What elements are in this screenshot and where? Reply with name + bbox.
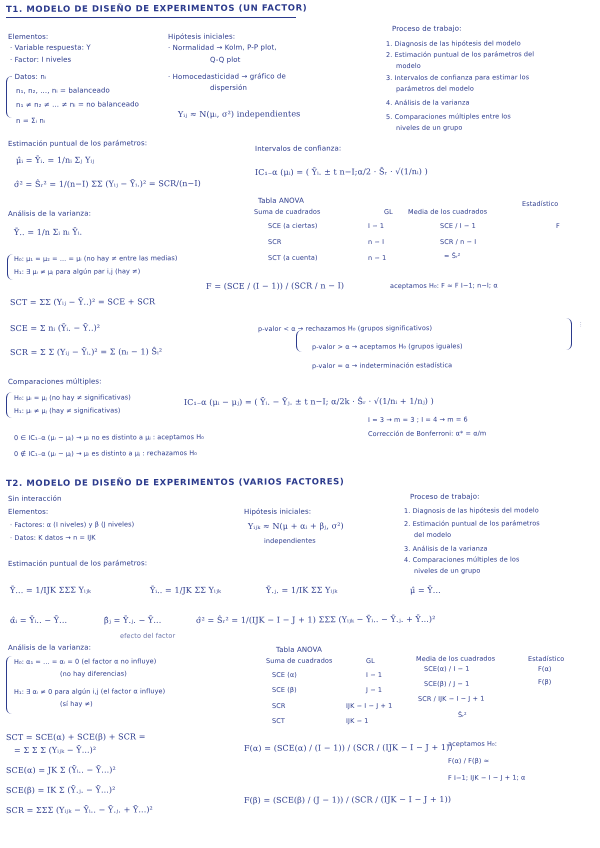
- t1-tabla-cell: SCR: [268, 237, 282, 246]
- t2-fb: F(β) = (SCE(β) / (J − 1)) / (SCR / (IJK − I − J + 1)): [244, 794, 452, 805]
- t1-pvalue: p-valor > α → aceptamos H₀ (grupos iguales): [312, 342, 463, 351]
- t2-alpha: α̂ᵢ = Ȳᵢ.. − Ȳ...: [10, 615, 68, 625]
- t2-tabla-cell: SCR: [272, 701, 286, 710]
- brace: [566, 318, 572, 350]
- t1-comp-h1: H₁: μᵢ ≠ μⱼ (hay ≠ significativas): [14, 406, 121, 415]
- t1-hip-line: Q-Q plot: [210, 55, 241, 64]
- t2-ybar: Ȳ... = 1/IJK ΣΣΣ Yᵢⱼₖ: [10, 585, 91, 595]
- t1-comp-out: 0 ∉ IC₁₋α (μᵢ − μⱼ) → μᵢ es distinto a μⱼ : rechazamos H₀: [14, 449, 198, 458]
- t1-sct: SCT = ΣΣ (Yᵢⱼ − Ȳ..)² = SCE + SCR: [10, 297, 156, 307]
- t2-proc-line: 2. Estimación puntual de los parámetros: [404, 519, 540, 528]
- t2-tabla-col: Suma de cuadrados: [266, 656, 333, 665]
- t2-proc-line: 3. Análisis de la varianza: [404, 544, 488, 553]
- t2-scr: SCR = ΣΣΣ (Yᵢⱼₖ − Ȳᵢ.. − Ȳ.ⱼ. + Ȳ...)²: [6, 805, 153, 815]
- t1-pvalue: p-valor = α → indeterminación estadística: [312, 361, 453, 370]
- t1-anova-head: Análisis de la varianza:: [8, 209, 92, 218]
- brace: [6, 392, 13, 418]
- t1-elem-line: · Variable respuesta: Y: [10, 43, 91, 52]
- t2-estimacion-head: Estimación puntual de los parámetros:: [8, 559, 148, 568]
- t1-elem-line: n₁ ≠ n₂ ≠ ... ≠ nᵢ = no balanceado: [16, 100, 140, 109]
- t1-pvalue: p-valor < α → rechazamos H₀ (grupos significativos): [258, 324, 433, 333]
- t1-tabla-cell: SCE (a ciertas): [268, 221, 318, 230]
- t2-tabla-cell: IJK − I − J + 1: [346, 701, 393, 710]
- t2-h0: H₀: α₁ = ... = αᵢ = 0 (el factor α no influye): [14, 657, 157, 666]
- t1-hip-line: · Homocedasticidad → gráfico de: [168, 72, 286, 81]
- t1-sce: SCE = Σ nᵢ (Ȳᵢ. − Ȳ..)²: [10, 323, 101, 333]
- t2-fa: F(α) = (SCE(α) / (I − 1)) / (SCR / (IJK − I − J + 1)): [244, 742, 453, 753]
- t2-tabla-cell: SCR / IJK − I − J + 1: [418, 694, 485, 703]
- t2-ind: independientes: [264, 536, 316, 545]
- t1-tabla-cell: I − 1: [368, 221, 385, 230]
- t2-tabla-col: GL: [366, 656, 375, 665]
- t2-tabla-cell: SCE (α): [272, 670, 297, 679]
- t2-yi: Ȳᵢ.. = 1/JK ΣΣ Yᵢⱼₖ: [150, 585, 222, 595]
- t2-acept: aceptamos H₀:: [448, 739, 498, 748]
- t2-sceb: SCE(β) = IK Σ (Ȳ.ⱼ. − Ȳ...)²: [6, 785, 116, 795]
- t1-elementos-head: Elementos:: [8, 32, 49, 41]
- t2-mu: μ̂ = Ȳ...: [410, 585, 441, 595]
- t1-proc-line: 3. Intervalos de confianza para estimar los: [386, 73, 530, 82]
- t1-model: Yᵢⱼ ≈ N(μᵢ, σ²) independientes: [178, 109, 301, 119]
- t2-fab: F(α) / F(β) ≈: [448, 756, 490, 765]
- t1-proc-line: 5. Comparaciones múltiples entre los: [386, 112, 511, 121]
- t2-tabla-cell: F(β): [538, 677, 552, 686]
- t2-proc-line: del modelo: [414, 530, 452, 539]
- t2-tabla-head: Tabla ANOVA: [276, 645, 322, 654]
- t2-tabla-cell: SCE(α) / I − 1: [424, 664, 470, 673]
- t1-comp-bonf: Corrección de Bonferroni: α* = α/m: [368, 429, 487, 438]
- t2-tabla-cell: I − 1: [366, 670, 383, 679]
- t2-h1b: (sí hay ≠): [60, 699, 93, 708]
- t1-tabla-col: GL: [384, 207, 393, 216]
- t2-anova-head: Análisis de la varianza:: [8, 643, 92, 652]
- t1-hip-line: · Normalidad → Kolm, P-P plot,: [168, 43, 277, 52]
- t2-tabla-cell: SCE(β) / J − 1: [424, 679, 470, 688]
- t1-ybar: Ȳ.. = 1/n Σᵢ nᵢ Ȳᵢ.: [14, 227, 83, 237]
- margin-scribble: ⋮: [578, 322, 584, 328]
- t1-tabla-cell: n − I: [368, 237, 385, 246]
- t1-proc-line: 4. Análisis de la varianza: [386, 98, 470, 107]
- brace: [6, 76, 13, 118]
- brace: [296, 330, 305, 352]
- t1-mu-estimate: μ̂ᵢ = Ȳᵢ. = 1/nᵢ Σⱼ Yᵢⱼ: [16, 155, 95, 165]
- t2-sct2: = Σ Σ Σ (Yᵢⱼₖ − Ȳ...)²: [14, 745, 97, 755]
- t1-tabla-cell: SCT (a cuenta): [268, 253, 318, 262]
- t1-proc-line: 2. Estimación puntual de los parámetros del: [386, 50, 535, 59]
- t2-elem-line: · Datos: K datos → n = IJK: [10, 533, 96, 542]
- t2-tabla-cell: SCT: [272, 716, 285, 725]
- t1-h1: H₁: ∃ μᵢ ≠ μⱼ para algún par i,j (hay ≠): [14, 267, 141, 276]
- t1-comp-head: Comparaciones múltiples:: [8, 377, 102, 386]
- t1-fnote: aceptamos H₀: F ≈ F I−1; n−I; α: [390, 281, 498, 290]
- t2-fdist: F I−1; IJK − I − J + 1; α: [448, 773, 526, 782]
- t2-tabla-cell: SCE (β): [272, 685, 297, 694]
- t1-elem-line: n₁, n₂, ..., nᵢ = balanceado: [16, 86, 110, 95]
- t1-comp-ex: I = 3 → m = 3 ; I = 4 → m = 6: [368, 415, 468, 424]
- t1-sigma-estimate: σ̂² = Ŝᵣ² = 1/(n−I) ΣΣ (Yᵢⱼ − Ȳᵢ.)² = SCR/(n−I): [14, 179, 201, 189]
- brace: [7, 254, 14, 280]
- t2-hipotesis-head: Hipótesis iniciales:: [244, 507, 312, 516]
- t1-elem-line: · Factor: I niveles: [10, 55, 72, 64]
- t2-tabla-cell: F(α): [538, 664, 552, 673]
- t1-tabla-cell: = Ŝᵣ²: [444, 251, 461, 260]
- t1-proceso-head: Proceso de trabajo:: [392, 24, 462, 33]
- t1-hipotesis-head: Hipótesis iniciales:: [168, 32, 236, 41]
- t1-proc-line: 1. Diagnosis de las hipótesis del modelo: [386, 39, 521, 48]
- t2-elem-line: · Factores: α (I niveles) y β (J niveles): [10, 520, 135, 529]
- t1-tabla-col: Media de los cuadrados: [408, 207, 488, 216]
- t1-estimacion-head: Estimación puntual de los parámetros:: [8, 139, 148, 148]
- t1-comp-in: 0 ∈ IC₁₋α (μᵢ − μⱼ) → μᵢ no es distinto a μⱼ : aceptamos H₀: [14, 433, 204, 442]
- t1-comp-h0: H₀: μᵢ = μⱼ (no hay ≠ significativas): [14, 393, 131, 402]
- t2-sigma: σ̂² = Ŝᵣ² = 1/(IJK − I − J + 1) ΣΣΣ (Yᵢⱼₖ − Ȳᵢ.. − Ȳ.ⱼ. + Ȳ...)²: [196, 614, 436, 625]
- t2-proc-line: niveles de un grupo: [414, 566, 481, 575]
- t1-elem-line: · Datos: nᵢ: [10, 72, 47, 81]
- t1-tabla-col: Suma de cuadrados: [254, 207, 321, 216]
- t2-yj: Ȳ.ⱼ. = 1/IK ΣΣ Yᵢⱼₖ: [266, 585, 338, 595]
- t1-tabla-cell: SCE / I − 1: [440, 221, 476, 230]
- t1-fstat: F = (SCE / (I − 1)) / (SCR / n − I): [206, 281, 345, 291]
- t2-tabla-cell: J − 1: [366, 685, 383, 694]
- t2-proc-line: 4. Comparaciones múltiples de los: [404, 555, 520, 564]
- t1-proc-line: modelo: [396, 61, 421, 70]
- t2-h0b: (no hay diferencias): [60, 669, 127, 678]
- t1-ic-formula: IC₁₋α (μᵢ) = ( Ȳᵢ. ± t n−I;α/2 · Ŝᵣ · √(1/nᵢ) ): [255, 167, 428, 177]
- t2-tabla-cell: IJK − 1: [346, 716, 369, 725]
- title-underline: [6, 17, 296, 18]
- t2-tabla-col: Estadístico: [528, 654, 565, 663]
- t1-tabla-cell: n − 1: [368, 253, 387, 262]
- t1-proc-line: niveles de un grupo: [396, 123, 463, 132]
- t2-tabla-cell: Ŝᵣ²: [458, 710, 467, 719]
- t2-beta: β̂ⱼ = Ȳ.ⱼ. − Ȳ...: [104, 615, 162, 625]
- t2-effect-note: efecto del factor: [120, 631, 176, 640]
- t2-scea: SCE(α) = JK Σ (Ȳᵢ.. − Ȳ...)²: [6, 765, 116, 775]
- t2-proc-line: 1. Diagnosis de las hipótesis del modelo: [404, 506, 539, 515]
- t2-sub: Sin interacción: [8, 494, 62, 503]
- t1-elem-line: n = Σᵢ nᵢ: [16, 116, 46, 125]
- t2-title: T2. MODELO DE DISEÑO DE EXPERIMENTOS (VARIOS FACTORES): [5, 477, 345, 489]
- t2-tabla-col: Media de los cuadrados: [416, 654, 496, 663]
- t2-model: Yᵢⱼₖ ≈ N(μ + αᵢ + βⱼ, σ²): [248, 521, 344, 531]
- t1-tabla-col: Estadístico: [522, 199, 559, 208]
- t1-comp-formula: IC₁₋α (μᵢ − μⱼ) = ( Ȳᵢ. − Ȳⱼ. ± t n−I; α/2k · Ŝᵣ · √(1/nᵢ + 1/nⱼ) ): [184, 396, 434, 407]
- t1-tabla-cell: SCR / n − I: [440, 237, 477, 246]
- t1-tabla-head: Tabla ANOVA: [258, 196, 304, 205]
- t1-title: T1. MODELO DE DISEÑO DE EXPERIMENTOS (UN FACTOR): [5, 3, 308, 15]
- t1-intervalos-head: Intervalos de confianza:: [255, 144, 342, 153]
- t1-h0: H₀: μ₁ = μ₂ = ... = μᵢ (no hay ≠ entre las medias): [14, 254, 178, 263]
- t2-h1: H₁: ∃ αᵢ ≠ 0 para algún i,j (el factor α influye): [14, 687, 166, 696]
- t2-sct1: SCT = SCE(α) + SCE(β) + SCR =: [6, 732, 146, 742]
- t1-proc-line: parámetros del modelo: [396, 84, 474, 93]
- t1-hip-line: dispersión: [210, 83, 248, 92]
- t1-tabla-cell: F: [556, 221, 560, 230]
- brace: [6, 656, 13, 714]
- t1-scr: SCR = Σ Σ (Yᵢⱼ − Ȳᵢ.)² = Σ (nᵢ − 1) Ŝᵢ²: [10, 347, 163, 357]
- t2-proceso-head: Proceso de trabajo:: [410, 492, 480, 501]
- t2-elementos-head: Elementos:: [8, 507, 49, 516]
